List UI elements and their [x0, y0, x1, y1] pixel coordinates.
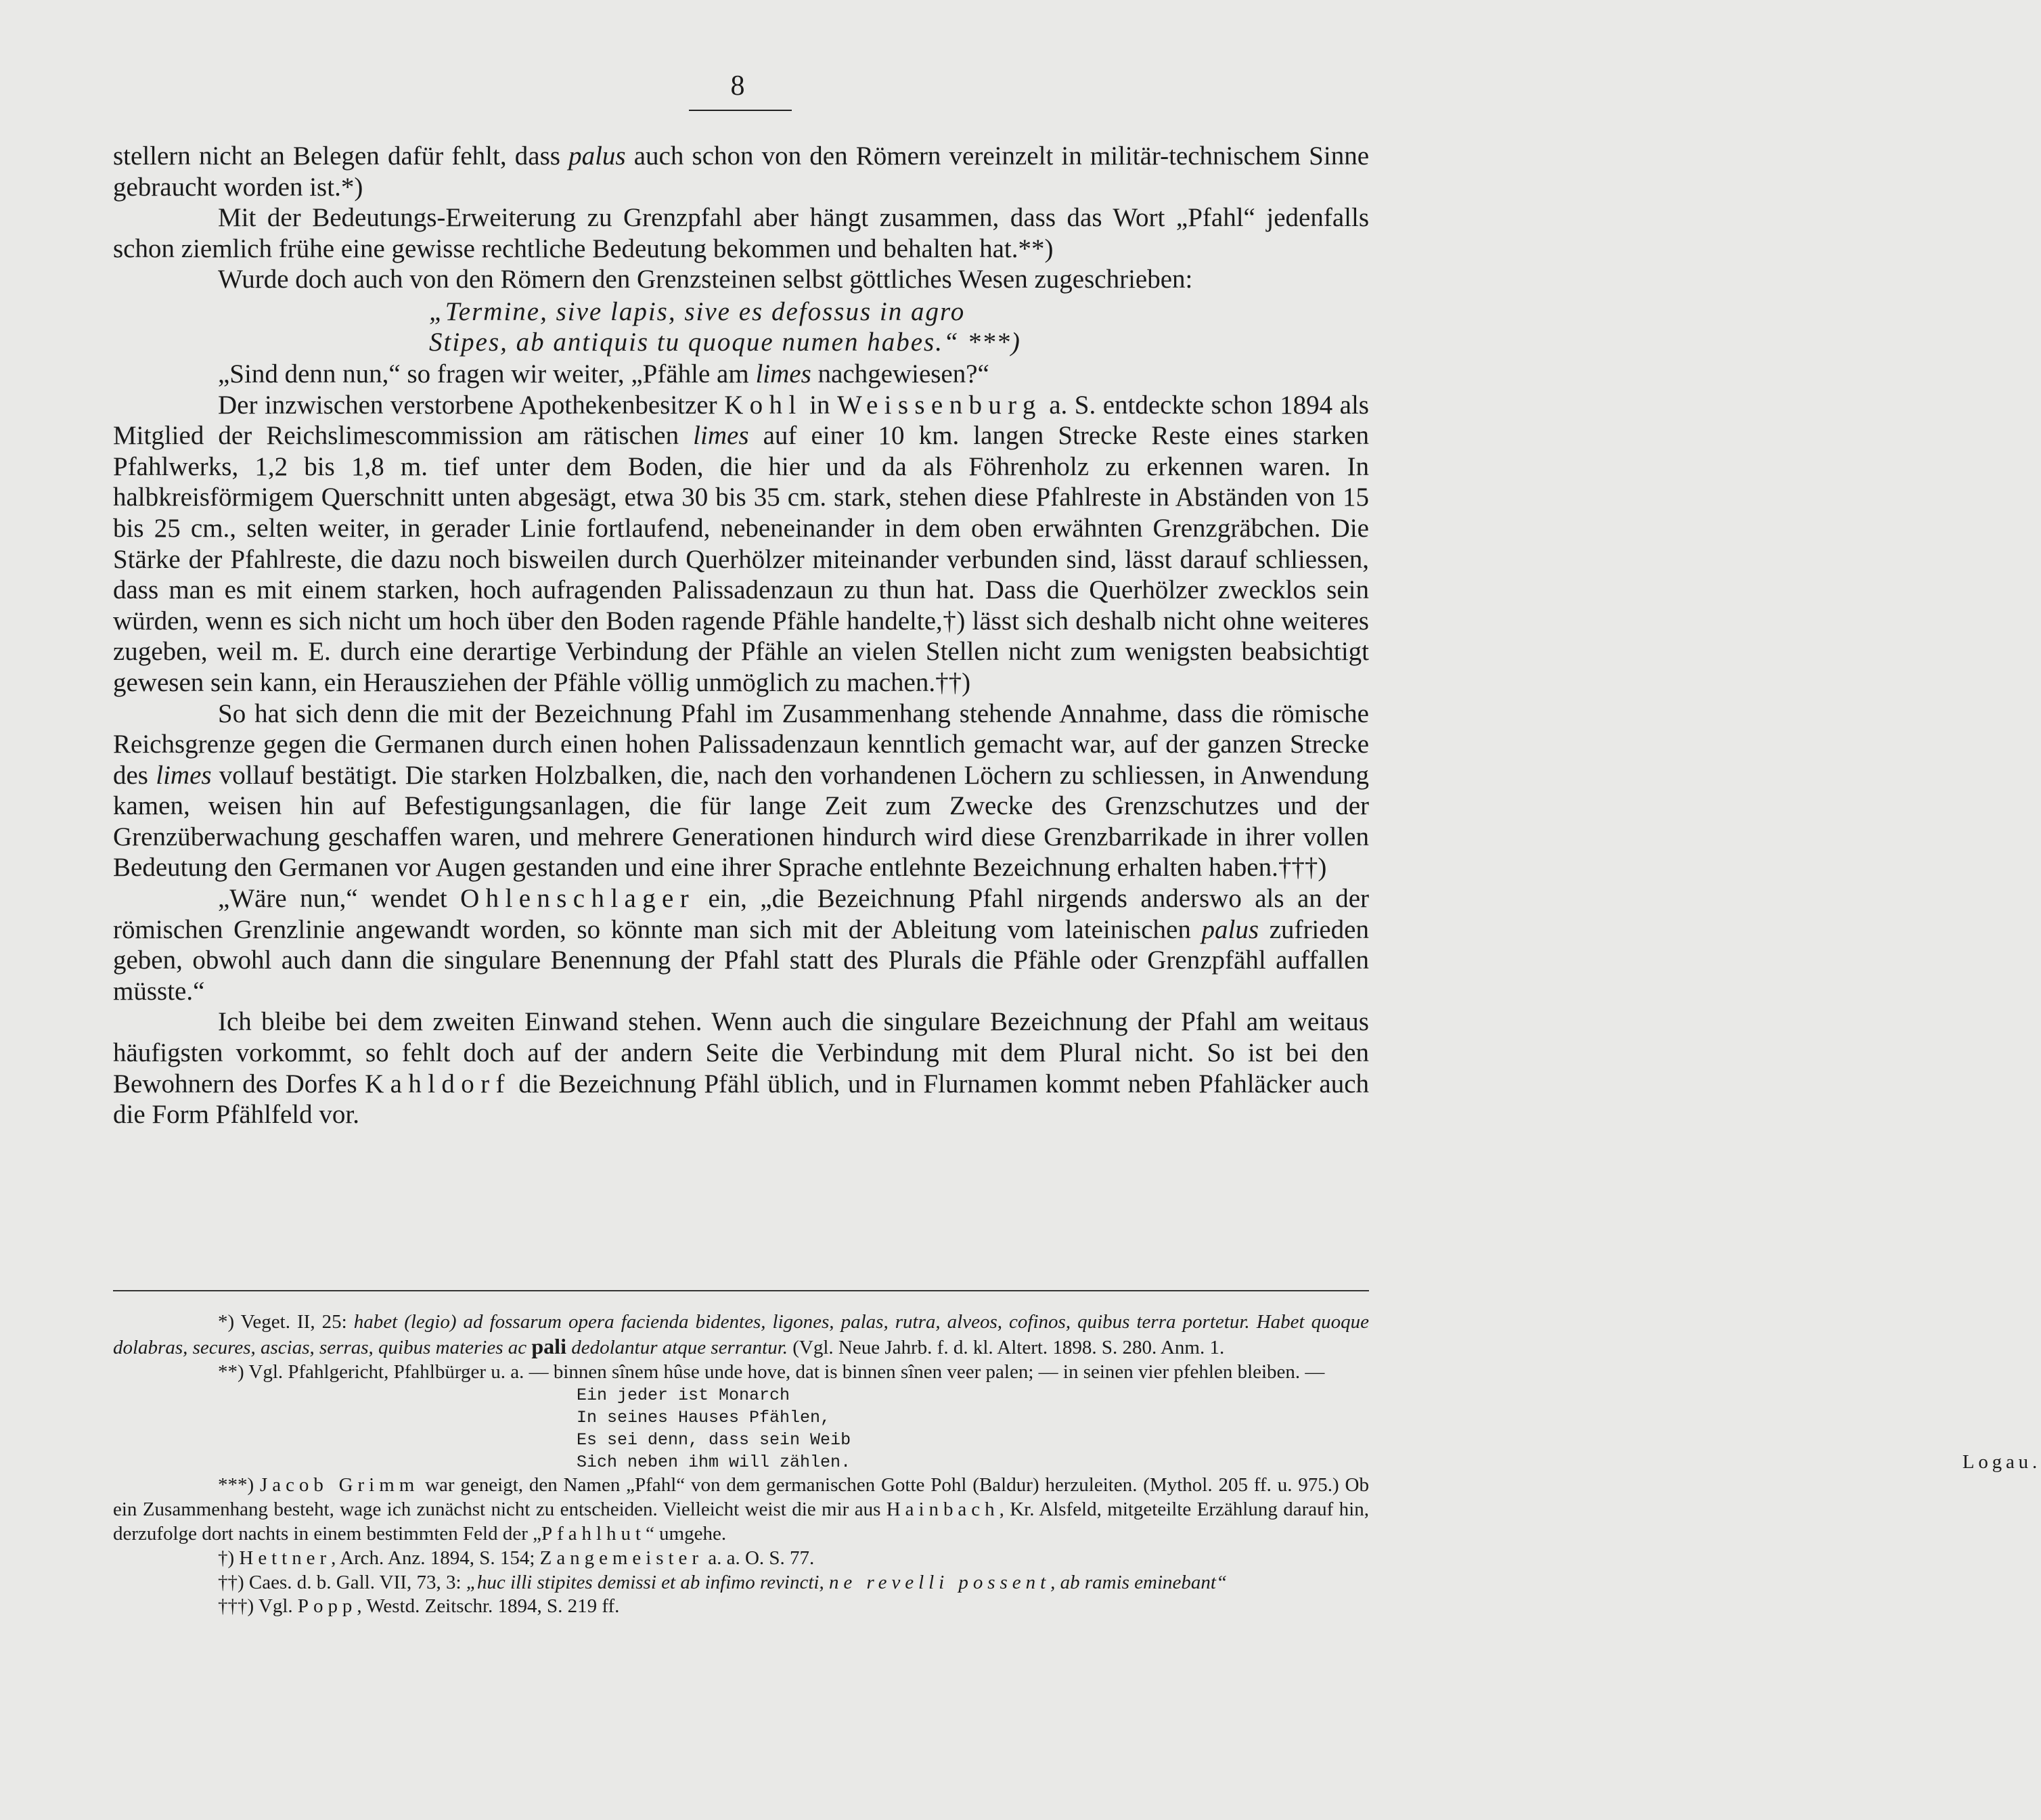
footnote-5: ††) Caes. d. b. Gall. VII, 73, 3: „huc illi stipites demissi et ab infimo revincti, ne revelli possent, ab ramis eminebant“: [218, 1571, 1228, 1593]
paragraph-6: So hat sich denn die mit der Bezeichnung Pfahl im Zusammenhang stehende Annahme, dass die römische Reichsgrenze gegen die Germanen durch einen hohen Palissadenzaun kenntlich gemacht war, auf der ganzen Strecke des limes vollauf bestätigt. Die starken Holzbalken, die, nach den vorhandenen Löchern zu schliessen, in Anwendung kamen, weisen hin auf Befestigungsanlagen, die für lange Zeit zum Zwecke des Grenzschutzes und der Grenzüberwachung geschaffen waren, und mehrere Generationen hindurch wird diese Grenzbarrikade in ihrer vollen Bedeutung den Germanen vor Augen gestanden und eine ihrer Sprache entlehnte Bezeichnung erhalten haben.†††): [113, 698, 1369, 883]
logau-poem: [577, 1384, 2041, 1473]
page-number: 8: [730, 70, 745, 102]
paragraph-3: Wurde doch auch von den Römern den Grenzsteinen selbst göttliches Wesen zugeschrieben:: [218, 265, 1193, 294]
paragraph-4: „Sind denn nun,“ so fragen wir weiter, „Pfähle am limes nachgewiesen?“: [218, 359, 989, 389]
paragraph-1: stellern nicht an Belegen dafür fehlt, dass palus auch schon von den Römern vereinzelt in militär-technischem Sinne gebraucht worden ist.*): [113, 141, 1370, 202]
footnote-1: *) Veget. II, 25: habet (legio) ad fossarum opera facienda bidentes, ligones, palas, rutra, alveos, cofinos, quibus terra portetur. Habet quoque dolabras, secures, ascias, serras, quibus materies ac pali dedolantur atque serrantur. (Vgl. Neue Jahrb. f. d. kl. Altert. 1898. S. 280. Anm. 1.: [113, 1311, 1369, 1358]
paragraph-8: Ich bleibe bei dem zweiten Einwand stehen. Wenn auch die singulare Bezeichnung der Pfahl am weitaus häufigsten vorkommt, so fehlt doch auf der andern Seite die Verbindung mit dem Plural nicht. So ist bei den Bewohnern des Dorfes Kahldorf die Bezeichnung Pfähl üblich, und in Flurnamen kommt neben Pfahläcker auch die Form Pfählfeld vor.: [113, 1007, 1369, 1130]
latin-verse: [429, 296, 1369, 357]
poem-line-3: Es sei denn, dass sein Weib: [577, 1430, 851, 1450]
footnote-2: **) Vgl. Pfahlgericht, Pfahlbürger u. a. — binnen sînem hûse unde hove, dat is binnen sînen veer palen; — in seinen vier pfehlen bleiben. —: [218, 1360, 1325, 1383]
poem-line-1: Ein jeder ist Monarch: [577, 1385, 790, 1406]
poem-line-4: Sich neben ihm will zählen.: [577, 1452, 851, 1473]
footnote-4: †) Hettner, Arch. Anz. 1894, S. 154; Zangemeister a. a. O. S. 77.: [218, 1547, 815, 1569]
poem-line-2: In seines Hauses Pfählen,: [577, 1408, 831, 1428]
footnote-6: †††) Vgl. Popp, Westd. Zeitschr. 1894, S. 219 ff.: [218, 1595, 620, 1618]
verse-line-1: „Termine, sive lapis, sive es defossus in agro: [429, 296, 966, 326]
verse-line-2: Stipes, ab antiquis tu quoque numen habes.“ ***): [429, 327, 1021, 357]
main-text: [113, 141, 1369, 1130]
paragraph-5: Der inzwischen verstorbene Apothekenbesitzer Kohl in Weissenburg a. S. entdeckte schon 1894 als Mitglied der Reichslimescommission am rätischen limes auf einer 10 km. langen Strecke Reste eines starken Pfahlwerks, 1,2 bis 1,8 m. tief unter dem Boden, die hier und da als Föhrenholz zu erkennen waren. In halbkreisförmigem Querschnitt unten abgesägt, etwa 30 bis 35 cm. stark, stehen diese Pfahlreste in Abständen von 15 bis 25 cm., selten weiter, in gerader Linie fortlaufend, nebeneinander in dem oben erwähnten Grenzgräbchen. Die Stärke der Pfahlreste, die dazu noch bisweilen durch Querhölzer miteinander verbunden sind, lässt darauf schliessen, dass man es mit einem starken, hoch aufragenden Palissadenzaun zu thun hat. Dass die Querhölzer zwecklos sein würden, wenn es sich nicht um hoch über den Boden ragende Pfähle handelte,†) lässt sich deshalb nicht ohne weiteres zugeben, weil m. E. durch eine derartige Verbindung der Pfähle an vielen Stellen nicht zum wenigsten beabsichtigt gewesen sein kann, ein Herausziehen der Pfähle völlig unmöglich zu machen.††): [113, 390, 1369, 697]
page-number-rule: [689, 110, 792, 111]
paragraph-2: Mit der Bedeutungs-Erweiterung zu Grenzpfahl aber hängt zusammen, dass das Wort „Pfahl“ jedenfalls schon ziemlich frühe eine gewisse rechtliche Bedeutung bekommen und behalten hat.**): [113, 203, 1369, 263]
footnote-rule: [113, 1290, 1369, 1291]
footnote-3: ***) Jacob Grimm war geneigt, den Namen „Pfahl“ von dem germanischen Gotte Pohl (Baldur) herzuleiten. (Mythol. 205 ff. u. 975.) Ob ein Zusammenhang besteht, wage ich zunächst nicht zu entscheiden. Vielleicht weist die mir aus Hainbach, Kr. Alsfeld, mitgeteilte Erzählung darauf hin, derzufolge dort nachts in einem bestimmten Feld der „Pfahlhut“ umgehe.: [113, 1474, 1369, 1545]
footnotes: [113, 1310, 2041, 1619]
paragraph-7: „Wäre nun,“ wendet Ohlenschlager ein, „die Bezeichnung Pfahl nirgends anderswo als an der römischen Grenzlinie angewandt worden, so könnte man sich mit der Ableitung vom lateinischen palus zufrieden geben, obwohl auch dann die singulare Benennung der Pfahl statt des Plurals die Pfähle oder Grenzpfähl auffallen müsste.“: [113, 884, 1369, 1006]
poem-author: Logau.: [1962, 1451, 2041, 1473]
